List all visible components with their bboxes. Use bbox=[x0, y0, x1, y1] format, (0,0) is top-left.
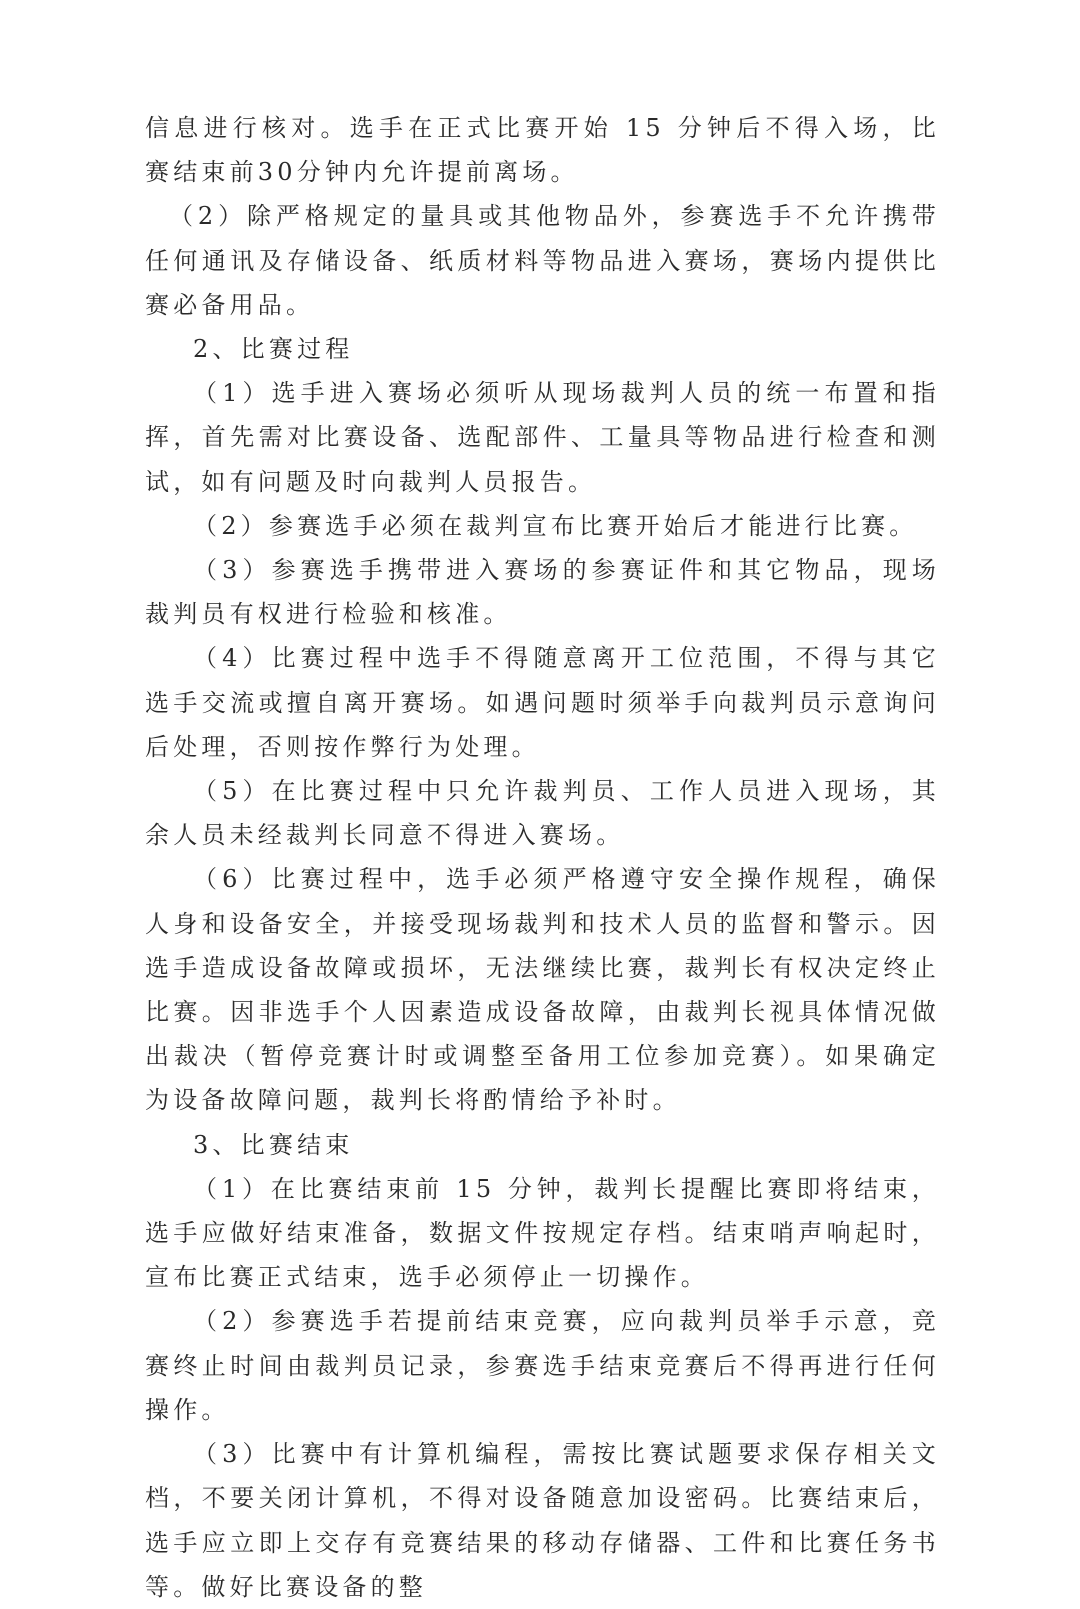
paragraph-end-3: （3）比赛中有计算机编程，需按比赛试题要求保存相关文档，不要关闭计算机，不得对设备随意加设密码。比赛结束后，选手应立即上交存有竞赛结果的移动存储器、工件和比赛任务书等。做好比赛设备的整 bbox=[145, 1440, 940, 1601]
paragraph-process-5: （5）在比赛过程中只允许裁判员、工作人员进入现场，其余人员未经裁判长同意不得进入赛场。 bbox=[145, 777, 940, 850]
paragraph-process-4: （4）比赛过程中选手不得随意离开工位范围，不得与其它选手交流或擅自离开赛场。如遇问题时须举手向裁判员示意询问后处理，否则按作弊行为处理。 bbox=[145, 644, 940, 761]
document-page bbox=[145, 106, 940, 1609]
paragraph-rule-2: （2）除严格规定的量具或其他物品外，参赛选手不允许携带任何通讯及存储设备、纸质材料等物品进入赛场，赛场内提供比赛必备用品。 bbox=[145, 202, 940, 319]
paragraph-process-1: （1）选手进入赛场必须听从现场裁判人员的统一布置和指挥，首先需对比赛设备、选配部件、工量具等物品进行检查和测试，如有问题及时向裁判人员报告。 bbox=[145, 379, 940, 496]
paragraph-process-2: （2）参赛选手必须在裁判宣布比赛开始后才能进行比赛。 bbox=[193, 511, 918, 540]
paragraph-end-2: （2）参赛选手若提前结束竞赛，应向裁判员举手示意，竞赛终止时间由裁判员记录，参赛选手结束竞赛后不得再进行任何操作。 bbox=[145, 1307, 940, 1424]
paragraph-process-3: （3）参赛选手携带进入赛场的参赛证件和其它物品，现场裁判员有权进行检验和核准。 bbox=[145, 556, 940, 629]
paragraph-end-1: （1）在比赛结束前 15 分钟，裁判长提醒比赛即将结束，选手应做好结束准备，数据文件按规定存档。结束哨声响起时，宣布比赛正式结束，选手必须停止一切操作。 bbox=[145, 1174, 940, 1292]
section-heading-competition-process: 2、比赛过程 bbox=[193, 335, 354, 364]
section-heading-competition-end: 3、比赛结束 bbox=[193, 1130, 354, 1159]
paragraph-continuation: 信息进行核对。选手在正式比赛开始 15 分钟后不得入场，比赛结束前30分钟内允许提前离场。 bbox=[145, 114, 940, 187]
paragraph-process-6: （6）比赛过程中，选手必须严格遵守安全操作规程，确保人身和设备安全，并接受现场裁判和技术人员的监督和警示。因选手造成设备故障或损坏，无法继续比赛，裁判长有权决定终止比赛。因非选手个人因素造成设备故障，由裁判长视具体情况做出裁决（暂停竞赛计时或调整至备用工位参加竞赛）。如果确定为设备故障问题，裁判长将酌情给予补时。 bbox=[145, 865, 940, 1115]
